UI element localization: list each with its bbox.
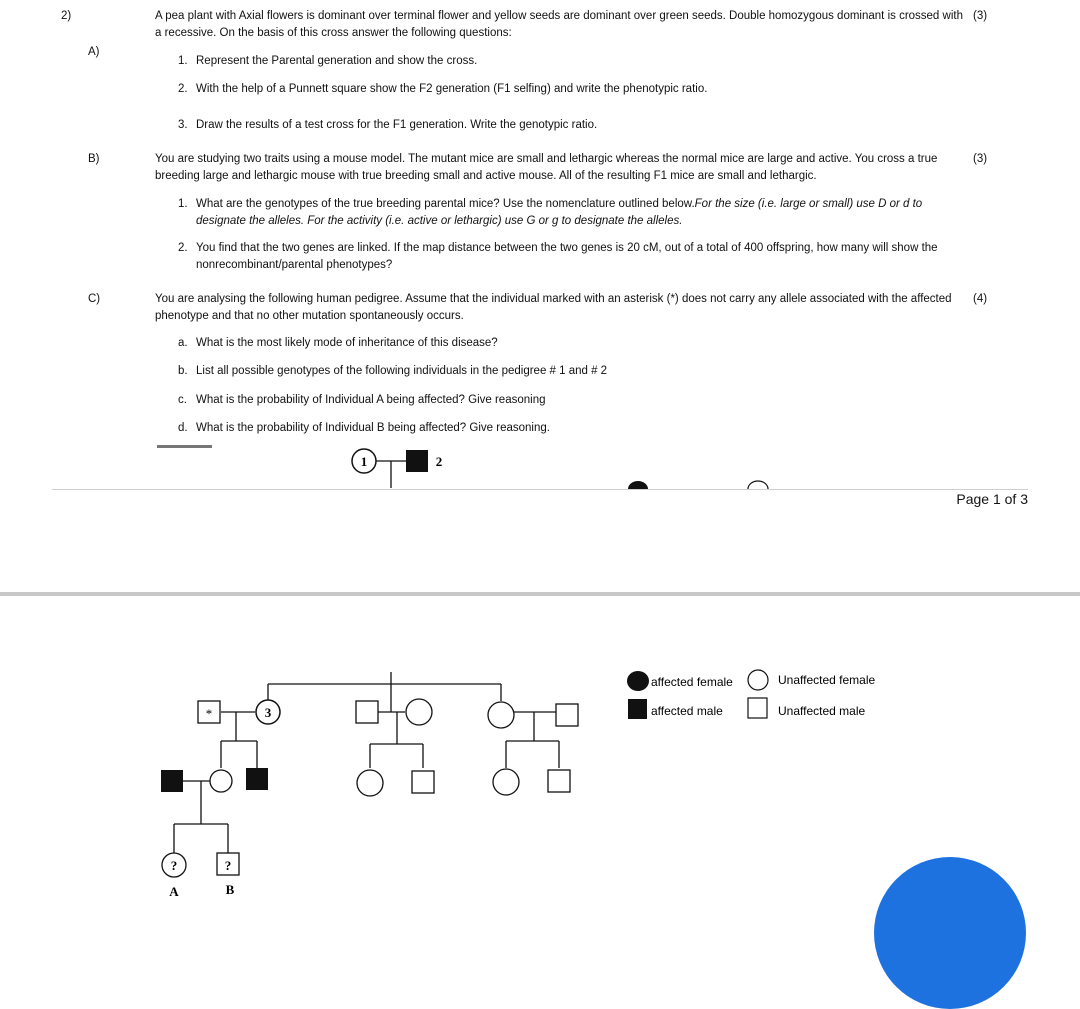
individual-A-label: A — [169, 884, 179, 899]
part-a-label: A) — [88, 46, 100, 58]
floating-action-button[interactable] — [874, 857, 1026, 1009]
right-female — [488, 702, 514, 728]
part-b-item-2: 2. You find that the two genes are linked. If the map distance between the two genes is 20 cM, out of a total of 400 offspring, how many will show the nonrecombinant/parental phenotypes? — [178, 242, 938, 271]
affected-male-gen3-right — [246, 768, 268, 790]
middle-male — [356, 701, 378, 723]
legend-affected-female-icon — [627, 671, 649, 691]
part-c-item-a: a. What is the most likely mode of inheritance of this disease? — [178, 337, 498, 349]
legend-unaffected-female-label: Unaffected female — [778, 673, 876, 687]
middle-son — [412, 771, 434, 793]
middle-daughter — [357, 770, 383, 796]
legend-unaffected-male-icon — [748, 698, 767, 718]
part-c-label: C) — [88, 293, 101, 305]
individual-2-label: 2 — [435, 454, 443, 469]
part-b-intro: You are studying two traits using a mouse model. The mutant mice are small and lethargic whereas the normal mice are large and active. You cross a true breeding large and lethargic mouse with true breeding small and active mouse. All of the resulting F1 mice are small and lethargic. — [155, 153, 938, 182]
legend-affected-male-icon — [628, 699, 647, 719]
individual-3-label: 3 — [264, 705, 272, 720]
individual-B-question: ? — [224, 858, 232, 873]
clipped-text-fragment — [157, 445, 212, 448]
individual-2-symbol — [406, 450, 428, 472]
affected-male-gen3-left — [161, 770, 183, 792]
part-b-item-1: 1. What are the genotypes of the true breeding parental mice? Use the nomenclature outlined below.For the size (i.e. large or small) use D or d to designate the alleles. For the activity (i.e. active or lethargic) use G or g to designate the alleles. — [178, 198, 923, 227]
female-gen3 — [210, 770, 232, 792]
individual-A-question: ? — [170, 858, 178, 873]
individual-B-label: B — [225, 882, 235, 897]
part-c-item-d: d. What is the probability of Individual B being affected? Give reasoning. — [178, 422, 550, 434]
part-a-intro: A pea plant with Axial flowers is dominant over terminal flower and yellow seeds are dominant over green seeds. Double homozygous dominant is crossed with a recessive. On the basis of this cross answer the following questions: — [155, 10, 963, 39]
part-a-points: (3) — [973, 10, 988, 22]
part-c-points: (4) — [973, 293, 988, 305]
page-divider — [0, 592, 1080, 596]
part-c-item-c: c. What is the probability of Individual A being affected? Give reasoning — [178, 394, 546, 406]
clipped-unaffected-female — [748, 481, 768, 489]
part-b-points: (3) — [973, 153, 988, 165]
legend-unaffected-female-icon — [748, 670, 768, 690]
middle-female — [406, 699, 432, 725]
page-number: Page 1 of 3 — [956, 491, 1028, 507]
part-c-intro: You are analysing the following human pedigree. Assume that the individual marked with an asterisk (*) does not carry any allele associated with the affected phenotype and that no other mutation spontaneously occurs. — [155, 293, 952, 322]
part-b-label: B) — [88, 153, 100, 165]
part-a-item-3: 3. Draw the results of a test cross for the F1 generation. Write the genotypic ratio. — [178, 119, 598, 131]
right-daughter — [493, 769, 519, 795]
asterisk-label: * — [205, 706, 213, 721]
legend-affected-female-label: affected female — [651, 675, 733, 689]
part-c-item-b: b. List all possible genotypes of the following individuals in the pedigree # 1 and # 2 — [178, 365, 608, 377]
question-number: 2) — [61, 10, 72, 22]
part-a-item-1: 1. Represent the Parental generation and show the cross. — [178, 55, 478, 67]
individual-1-label: 1 — [360, 454, 368, 469]
legend-unaffected-male-label: Unaffected male — [778, 704, 866, 718]
right-male — [556, 704, 578, 726]
pedigree-clipped-top — [0, 440, 1080, 492]
right-son — [548, 770, 570, 792]
part-a-item-2: 2. With the help of a Punnett square show the F2 generation (F1 selfing) and write the phenotypic ratio. — [178, 83, 708, 95]
page-bottom-rule — [52, 489, 1028, 490]
clipped-affected-female — [628, 481, 648, 489]
legend-affected-male-label: affected male — [651, 704, 723, 718]
